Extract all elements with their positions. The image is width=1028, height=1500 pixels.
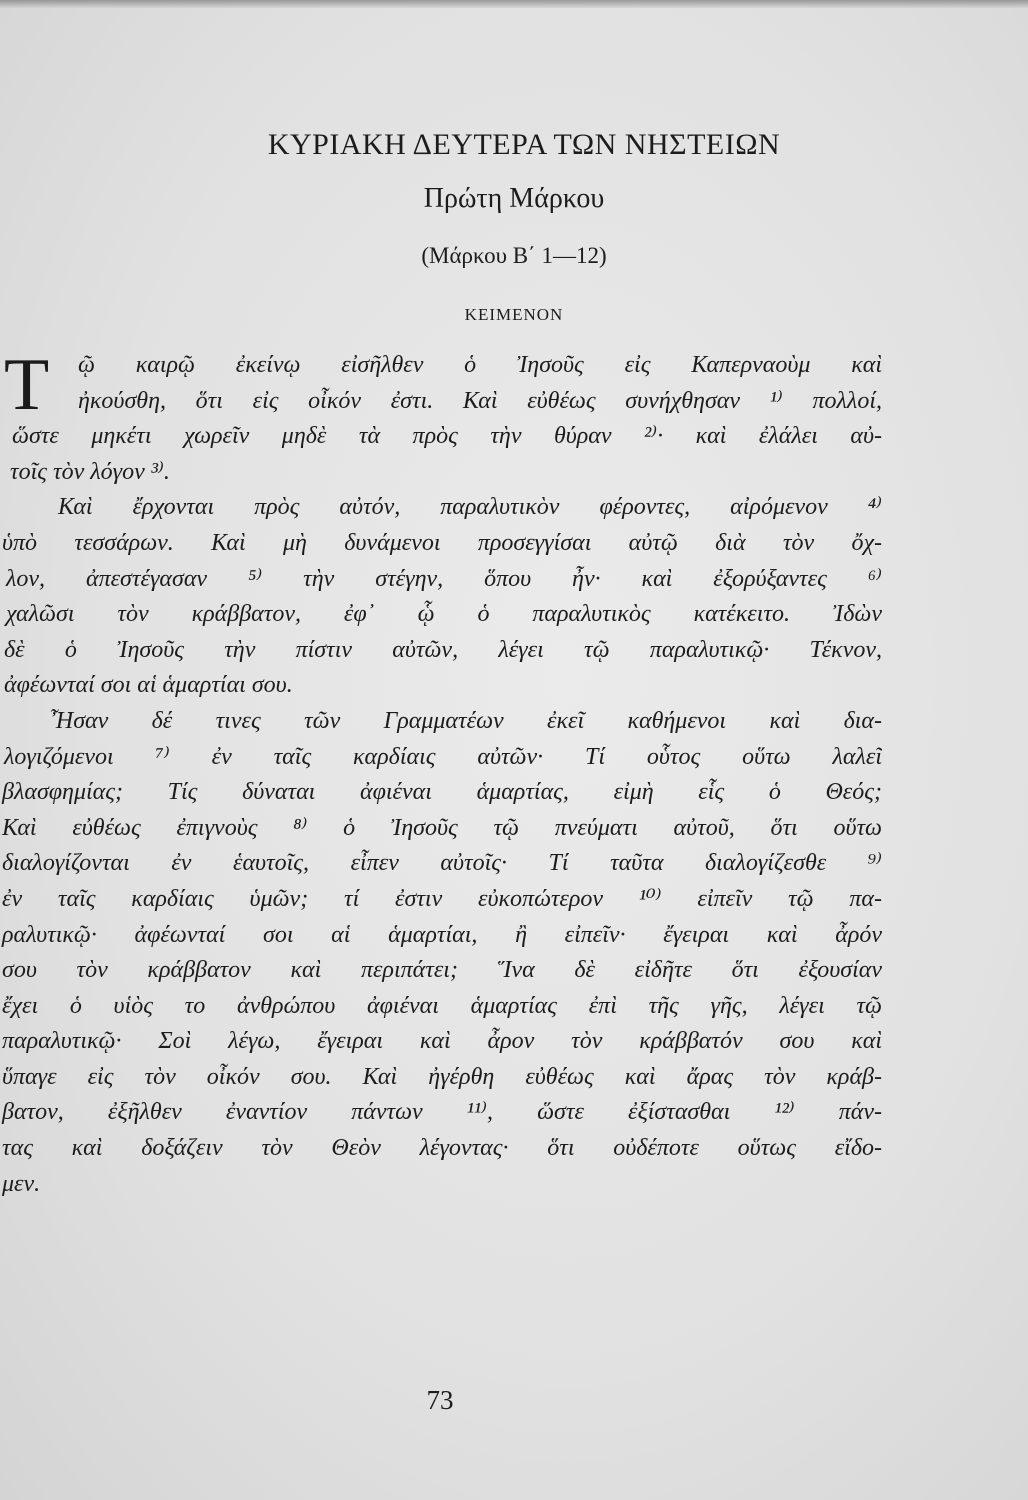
text-line: τας καὶ δοξάζειν τὸν Θεὸν λέγοντας· ὅτι οὐδέποτε οὕτως εἴδο-: [2, 1135, 882, 1162]
text-line: χαλῶσι τὸν κράββατον, ἐφ᾿ ᾧ ὁ παραλυτικὸς κατέκειτο. Ἰδὼν: [6, 601, 882, 628]
text-line: ραλυτικῷ· ἀφέωνταί σοι αἱ ἁμαρτίαι, ἢ εἰπεῖν· ἔγειραι καὶ ἆρόν: [2, 921, 882, 948]
page-number: 73: [426, 1385, 454, 1415]
text-line: ἀφέωνταί σοι αἱ ἁμαρτίαι σου.: [4, 672, 293, 699]
text-line: λογιζόμενοι ⁷⁾ ἐν ταῖς καρδίαις αὐτῶν· Τί οὗτος οὕτω λαλεῖ: [4, 743, 882, 770]
text-line: μεν.: [2, 1170, 41, 1197]
text-line: Καὶ εὐθέως ἐπιγνοὺς ⁸⁾ ὁ Ἰησοῦς τῷ πνεύματι αὐτοῦ, ὅτι οὕτω: [2, 814, 882, 841]
text-line: λον, ἀπεστέγασαν ⁵⁾ τὴν στέγην, ὅπου ἦν· καὶ ἐξορύξαντες ⁶⁾: [6, 565, 882, 592]
drop-cap-letter: Τ: [4, 344, 50, 426]
text-line: ἠκούσθη, ὅτι εἰς οἶκόν ἐστι. Καὶ εὐθέως συνήχθησαν ¹⁾ πολλοί,: [78, 387, 882, 414]
text-line: Ἦσαν δέ τινες τῶν Γραμματέων ἐκεῖ καθήμενοι καὶ δια-: [50, 707, 882, 734]
text-line: σου τὸν κράββατον καὶ περιπάτει; Ἵνα δὲ εἰδῆτε ὅτι ἐξουσίαν: [2, 957, 882, 984]
text-line: ἔχει ὁ υἱὸς το ἀνθρώπου ἀφιέναι ἁμαρτίας ἐπὶ τῆς γῆς, λέγει τῷ: [2, 992, 882, 1019]
text-line: παραλυτικῷ· Σοὶ λέγω, ἔγειραι καὶ ἆρον τὸν κράββατόν σου καὶ: [2, 1028, 882, 1055]
text-line: Καὶ ἔρχονται πρὸς αὐτόν, παραλυτικὸν φέροντες, αἰρόμενον ⁴⁾: [58, 494, 882, 521]
text-line: διαλογίζονται ἐν ἑαυτοῖς, εἶπεν αὐτοῖς· Τί ταῦτα διαλογίζεσθε ⁹⁾: [2, 850, 882, 877]
page-top-edge: [0, 0, 1028, 8]
text-line: ὥστε μηκέτι χωρεῖν μηδὲ τὰ πρὸς τὴν θύραν ²⁾· καὶ ἐλάλει αὐ-: [12, 423, 882, 450]
scripture-text: [0, 344, 882, 1202]
text-line: βατον, ἐξῆλθεν ἐναντίον πάντων ¹¹⁾, ὥστε ἐξίστασθαι ¹²⁾ πάν-: [2, 1099, 882, 1126]
text-line: ὕπαγε εἰς τὸν οἶκόν σου. Καὶ ἠγέρθη εὐθέως καὶ ἄρας τὸν κράβ-: [2, 1063, 882, 1090]
text-line: τοῖς τὸν λόγον ³⁾.: [10, 458, 170, 485]
chapter-title: ΚΥΡΙΑΚΗ ΔΕΥΤΕΡΑ ΤΩΝ ΝΗΣΤΕΙΩΝ: [267, 128, 781, 161]
section-label: ΚΕΙΜΕΝΟΝ: [464, 305, 564, 324]
chapter-subtitle: Πρώτη Μάρκου: [423, 183, 605, 214]
text-line: ὑπὸ τεσσάρων. Καὶ μὴ δυνάμενοι προσεγγίσαι αὐτῷ διὰ τὸν ὄχ-: [2, 529, 882, 556]
text-line: ῷ καιρῷ ἐκείνῳ εἰσῆλθεν ὁ Ἰησοῦς εἰς Καπερναοὺμ καὶ: [78, 352, 882, 378]
text-line: ἐν ταῖς καρδίαις ὑμῶν; τί ἐστιν εὐκοπώτερον ¹⁰⁾ εἰπεῖν τῷ πα-: [2, 885, 882, 912]
text-line: δὲ ὁ Ἰησοῦς τὴν πίστιν αὐτῶν, λέγει τῷ παραλυτικῷ· Τέκνον,: [4, 636, 882, 663]
scripture-reference: (Μάρκου Β΄ 1—12): [421, 243, 607, 268]
text-line: βλασφημίας; Τίς δύναται ἀφιέναι ἁμαρτίας, εἰμὴ εἷς ὁ Θεός;: [2, 779, 882, 806]
